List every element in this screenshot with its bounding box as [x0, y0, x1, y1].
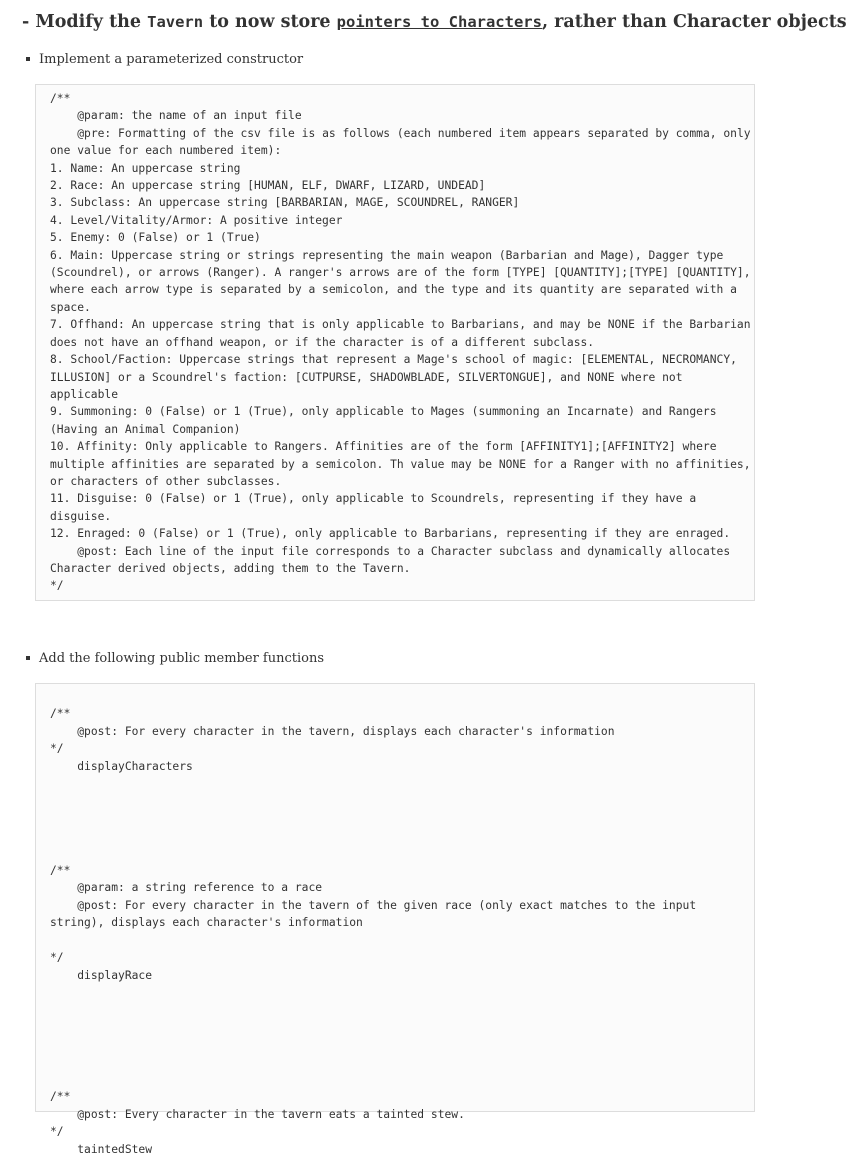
functions-code-block: [35, 683, 755, 1156]
heading-pointer-text: pointers to Characters: [336, 13, 542, 31]
bullet-constructor-label: Implement a parameterized constructor: [39, 52, 304, 67]
heading-suffix: , rather than Character objects: [541, 12, 847, 32]
bullet-functions: [26, 651, 324, 666]
bullet-dot: [26, 57, 30, 61]
heading-class-name: Tavern: [147, 13, 204, 31]
bullet-dot: [26, 656, 30, 660]
constructor-doc-comment: /** @param: the name of an input file @pre: Formatting of the csv file is as follows (each numbered item appears separated by comma, only one value for each numbered item): 1. Name: An uppercase string 2. Race: An uppercase string [HUMAN, ELF, DWARF, LIZARD, UNDEAD] 3. Subclass: An uppercase string [BARBARIAN, MAGE, SCOUNDREL, RANGER] 4. Level/Vitality/Armor: A positive integer 5. Enemy: 0 (False) or 1 (True) 6. Main: Uppercase string or strings representing the main weapon (Barbarian and Mage), Dagger type (Scoundrel), or arrows (Ranger). A ranger's arrows are of the form [TYPE] [QUANTITY];[TYPE] [QUANTITY], where each arrow type is separated by a semicolon, and the type and its quantity are separated with a space. 7. Offhand: An uppercase string that is only applicable to Barbarians, and may be NONE if the Barbarian does not have an offhand weapon, or if the character is of a different subclass. 8. School/Faction: Uppercase strings that represent a Mage's school of magic: [ELEMENTAL, NECROMANCY, ILLUSION] or a Scoundrel's faction: [CUTPURSE, SHADOWBLADE, SILVERTONGUE], and NONE where not applicable 9. Summoning: 0 (False) or 1 (True), only applicable to Mages (summoning an Incarnate) and Rangers (Having an Animal Companion) 10. Affinity: Only applicable to Rangers. Affinities are of the form [AFFINITY1];[AFFINITY2] where multiple affinities are separated by a semicolon. Th value may be NONE for a Ranger with no affinities, or characters of other subclasses. 11. Disguise: 0 (False) or 1 (True), only applicable to Scoundrels, representing if they have a disguise. 12. Enraged: 0 (False) or 1 (True), only applicable to Barbarians, representing if they are enraged. @post: Each line of the input file corresponds to a Character subclass and dynamically allocates Character derived objects, adding them to the Tavern. */: [50, 92, 751, 593]
functions-doc-comment: /** @post: For every character in the tavern, displays each character's information */ displayCharacters /** @param: a string reference to a race @post: For every character in the tavern of the given race (only exact matches to the input string), displays each character's information */ displayRace /** @post: Every character in the tavern eats a tainted stew. */ taintedStew: [50, 707, 697, 1156]
heading-middle: to now store: [203, 12, 337, 32]
bullet-constructor: [26, 52, 303, 67]
bullet-functions-label: Add the following public member functions: [39, 651, 325, 666]
heading-prefix: - Modify the: [22, 12, 148, 32]
section-heading: [22, 12, 847, 32]
constructor-code-block: [35, 84, 755, 601]
